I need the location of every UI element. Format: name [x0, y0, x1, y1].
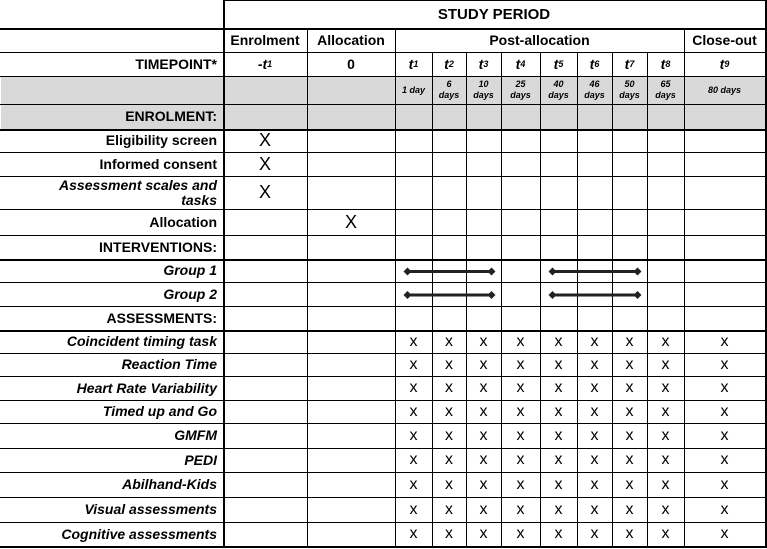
assessment-mark: x: [554, 402, 563, 420]
assessment-mark: x: [479, 402, 488, 420]
assessment-mark: x: [625, 451, 634, 468]
assessment-mark: x: [479, 475, 488, 493]
assessment-mark: x: [661, 379, 670, 396]
timepoint-post-4-base: t: [515, 56, 521, 72]
timepoint-post-2-base: t: [444, 56, 449, 72]
assessment-row-label: Reaction Time: [121, 356, 217, 372]
assessment-mark: x: [661, 426, 670, 444]
days-close-out: 80 days: [707, 85, 742, 95]
assessment-row-label: Coincident timing task: [66, 333, 217, 349]
assessment-mark: x: [661, 451, 670, 468]
assessment-mark: x: [445, 475, 453, 493]
assessment-mark: x: [554, 525, 563, 542]
phase-allocation: Allocation: [317, 32, 385, 48]
assessment-mark: x: [479, 379, 488, 396]
assessment-mark: x: [516, 379, 525, 396]
assessment-row-label: PEDI: [184, 451, 217, 468]
timepoint-post-7-base: t: [624, 56, 630, 72]
assessment-mark: x: [479, 500, 488, 518]
assessment-mark: x: [590, 525, 599, 542]
assessment-row-label: GMFM: [174, 427, 217, 443]
assessment-mark: x: [590, 402, 599, 420]
assessment-mark: x: [554, 379, 563, 396]
assessment-mark: x: [479, 426, 488, 444]
timepoint-post-6-base: t: [589, 56, 595, 72]
assessment-mark: x: [479, 355, 488, 373]
days-line: 10: [478, 79, 489, 89]
assessment-mark: x: [720, 500, 729, 518]
assessment-mark: x: [590, 475, 599, 493]
days-line: 1 day: [401, 84, 425, 95]
days-line: days: [510, 90, 531, 100]
assessment-mark: x: [516, 500, 525, 518]
days-line: 65: [660, 79, 671, 89]
assessment-mark: x: [554, 451, 563, 468]
assessment-mark: x: [720, 451, 729, 468]
assessment-mark: x: [445, 426, 453, 444]
assessment-row-label: Visual assessments: [84, 501, 217, 517]
timepoint-enrolment-sub: 1: [267, 59, 273, 69]
timepoint-post-1-sub: 1: [413, 59, 419, 69]
assessment-mark: x: [445, 525, 453, 542]
enrolment-mark: X: [258, 182, 271, 202]
days-line: days: [473, 90, 494, 100]
assessment-mark: x: [554, 475, 563, 493]
assessment-mark: x: [445, 379, 453, 396]
assessment-mark: x: [409, 402, 418, 420]
timepoint-post-7-sub: 7: [629, 59, 635, 69]
intervention-span-bar: [404, 291, 496, 299]
assessment-mark: x: [590, 451, 599, 468]
assessment-mark: x: [479, 332, 488, 350]
assessment-mark: x: [625, 402, 634, 420]
intervention-span-bar: [549, 291, 642, 299]
assessment-mark: x: [409, 500, 418, 518]
days-line: 46: [589, 79, 600, 89]
phase-close-out: Close-out: [692, 32, 757, 48]
phase-enrolment: Enrolment: [230, 32, 300, 48]
timepoint-post-3-sub: 3: [483, 59, 489, 69]
assessment-mark: x: [554, 355, 563, 373]
assessment-mark: x: [445, 500, 453, 518]
timepoint-post-5-sub: 5: [558, 59, 564, 69]
assessment-mark: x: [516, 525, 525, 542]
label-line: Assessment scales and: [59, 176, 217, 193]
timepoint-post-2-sub: 2: [448, 59, 454, 69]
assessment-mark: x: [625, 426, 634, 444]
assessment-mark: x: [625, 379, 634, 396]
assessment-mark: x: [625, 332, 634, 350]
assessment-mark: x: [720, 426, 729, 444]
assessment-mark: x: [409, 332, 418, 350]
days-line: 25: [515, 79, 526, 89]
assessment-mark: x: [625, 355, 634, 373]
assessment-mark: x: [516, 451, 525, 468]
assessment-mark: x: [516, 355, 525, 373]
assessment-mark: x: [661, 402, 670, 420]
assessment-row-label: Abilhand-Kids: [122, 476, 217, 492]
days-line: 6: [446, 79, 452, 89]
timepoint-post-5-base: t: [553, 56, 559, 72]
assessment-mark: x: [479, 525, 488, 542]
days-line: days: [584, 90, 605, 100]
assessment-mark: x: [590, 500, 599, 518]
timepoint-post-6-sub: 6: [594, 59, 600, 69]
assessment-mark: x: [661, 500, 670, 518]
timepoint-post-8-sub: 8: [665, 59, 671, 69]
enrolment-mark: X: [258, 153, 271, 174]
assessment-mark: x: [516, 332, 525, 350]
assessment-mark: x: [720, 379, 729, 396]
section-assessments-title: ASSESSMENTS:: [106, 309, 217, 326]
days-line: days: [548, 90, 569, 100]
study-period-heading: STUDY PERIOD: [437, 5, 551, 23]
assessment-mark: x: [625, 500, 634, 518]
assessment-mark: x: [409, 475, 418, 493]
assessment-row-label: Cognitive assessments: [61, 525, 217, 542]
assessment-mark: x: [720, 402, 729, 420]
timepoint-post-4-sub: 4: [520, 59, 526, 69]
timepoint-close-out-base: t: [719, 56, 725, 72]
label-line: Allocation: [149, 213, 217, 230]
timepoint-post-8-base: t: [660, 56, 666, 72]
intervention-row-label: Group 1: [163, 262, 217, 278]
days-line: days: [438, 90, 460, 100]
assessment-mark: x: [516, 402, 525, 420]
assessment-mark: x: [409, 451, 418, 468]
enrolment-mark: X: [344, 211, 357, 232]
assessment-mark: x: [625, 475, 634, 493]
phase-post-allocation: Post-allocation: [489, 32, 590, 48]
days-line: 40: [553, 79, 564, 89]
days-line: 50: [624, 79, 635, 89]
assessment-mark: x: [445, 332, 453, 350]
section-interventions-title: INTERVENTIONS:: [99, 238, 217, 255]
assessment-mark: x: [554, 500, 563, 518]
assessment-mark: x: [409, 379, 418, 396]
label-line: Eligibility screen: [105, 132, 217, 148]
assessment-mark: x: [661, 355, 670, 373]
timepoint-post-1-base: t: [408, 56, 414, 72]
assessment-mark: x: [590, 426, 599, 444]
label-line: Informed consent: [99, 155, 217, 172]
assessment-mark: x: [720, 525, 729, 542]
assessment-row-label: Timed up and Go: [102, 403, 217, 419]
intervention-span-bar: [404, 268, 496, 276]
timepoint-enrolment-base: -t: [257, 56, 268, 72]
assessment-mark: x: [516, 426, 525, 444]
assessment-mark: x: [554, 332, 563, 350]
days-line: days: [655, 90, 676, 100]
assessment-mark: x: [590, 332, 599, 350]
assessment-mark: x: [720, 475, 729, 493]
days-line: days: [619, 90, 640, 100]
assessment-mark: x: [720, 332, 729, 350]
assessment-mark: x: [479, 451, 488, 468]
label-line: tasks: [181, 191, 217, 208]
timepoint-allocation: 0: [347, 56, 355, 72]
assessment-mark: x: [409, 355, 418, 373]
intervention-span-bar: [549, 268, 642, 276]
assessment-mark: x: [409, 426, 418, 444]
enrolment-mark: X: [258, 130, 271, 150]
assessment-mark: x: [720, 355, 729, 373]
timepoint-close-out-sub: 9: [724, 59, 730, 69]
assessment-mark: x: [445, 402, 453, 420]
assessment-mark: x: [445, 355, 453, 373]
intervention-row-label: Group 2: [163, 285, 217, 302]
assessment-mark: x: [445, 451, 453, 468]
assessment-mark: x: [590, 379, 599, 396]
assessment-mark: x: [661, 332, 670, 350]
timepoint-label: TIMEPOINT*: [135, 55, 217, 72]
assessment-mark: x: [590, 355, 599, 373]
assessment-mark: x: [625, 525, 634, 542]
assessment-mark: x: [661, 525, 670, 542]
section-enrolment-title: ENROLMENT:: [125, 108, 217, 124]
assessment-row-label: Heart Rate Variability: [76, 379, 217, 396]
assessment-mark: x: [516, 475, 525, 493]
assessment-mark: x: [661, 475, 670, 493]
assessment-mark: x: [554, 426, 563, 444]
timepoint-post-3-base: t: [478, 56, 484, 72]
assessment-mark: x: [409, 525, 418, 542]
